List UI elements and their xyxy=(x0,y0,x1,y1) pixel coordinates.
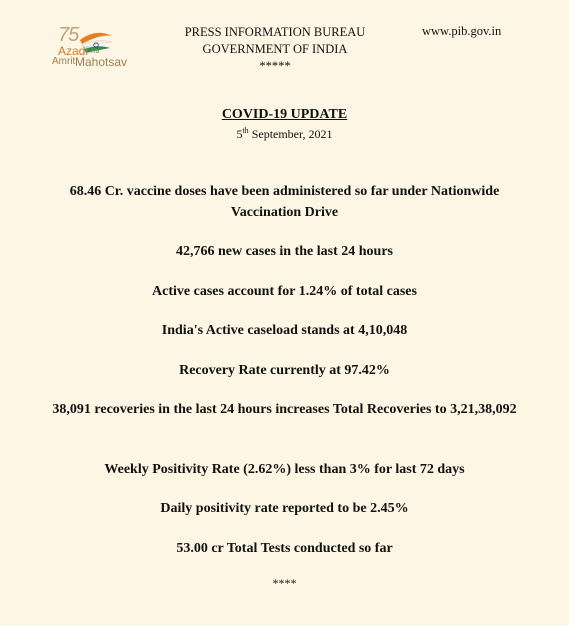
website-link[interactable]: www.pib.gov.in xyxy=(422,24,502,38)
update-item-vaccine-doses: 68.46 Cr. vaccine doses have been administered so far under Nationwide Vaccination Drive xyxy=(69,184,500,220)
azadi-ka-amrit-mahotsav-logo xyxy=(52,26,132,70)
page-title: COVID-19 UPDATE xyxy=(221,107,348,122)
logo-ka-text: Ka xyxy=(91,48,100,55)
update-item-active-caseload: India's Active caseload stands at 4,10,048 xyxy=(161,323,408,338)
logo-mahotsav-text: Mahotsav xyxy=(75,55,128,69)
update-item-active-share: Active cases account for 1.24% of total cases xyxy=(152,284,417,299)
update-item-total-tests: 53.00 cr Total Tests conducted so far xyxy=(176,541,393,556)
logo-azadi-text: Azadi xyxy=(58,44,89,58)
update-item-recoveries: 38,091 recoveries in the last 24 hours increases Total Recoveries to 3,21,38,092 xyxy=(52,402,517,417)
org-name: PRESS INFORMATION BUREAU xyxy=(184,25,366,39)
logo-amrit-text: Amrit xyxy=(52,56,76,67)
update-item-recovery-rate: Recovery Rate currently at 97.42% xyxy=(179,363,390,378)
update-item-daily-positivity: Daily positivity rate reported to be 2.45% xyxy=(160,501,409,516)
end-marker: **** xyxy=(272,576,297,590)
logo-75-text: 75 xyxy=(58,24,79,46)
date-rest: September, 2021 xyxy=(248,127,333,141)
release-date xyxy=(0,126,569,142)
date-suffix: th xyxy=(242,126,249,135)
date-day: 5 xyxy=(236,127,243,141)
update-item-weekly-positivity: Weekly Positivity Rate (2.62%) less than 3% for last 72 days xyxy=(104,462,465,477)
organisation-header xyxy=(155,24,395,75)
update-item-new-cases: 42,766 new cases in the last 24 hours xyxy=(175,244,393,259)
org-separator: ***** xyxy=(259,59,291,73)
org-government: GOVERNMENT OF INDIA xyxy=(202,42,348,56)
